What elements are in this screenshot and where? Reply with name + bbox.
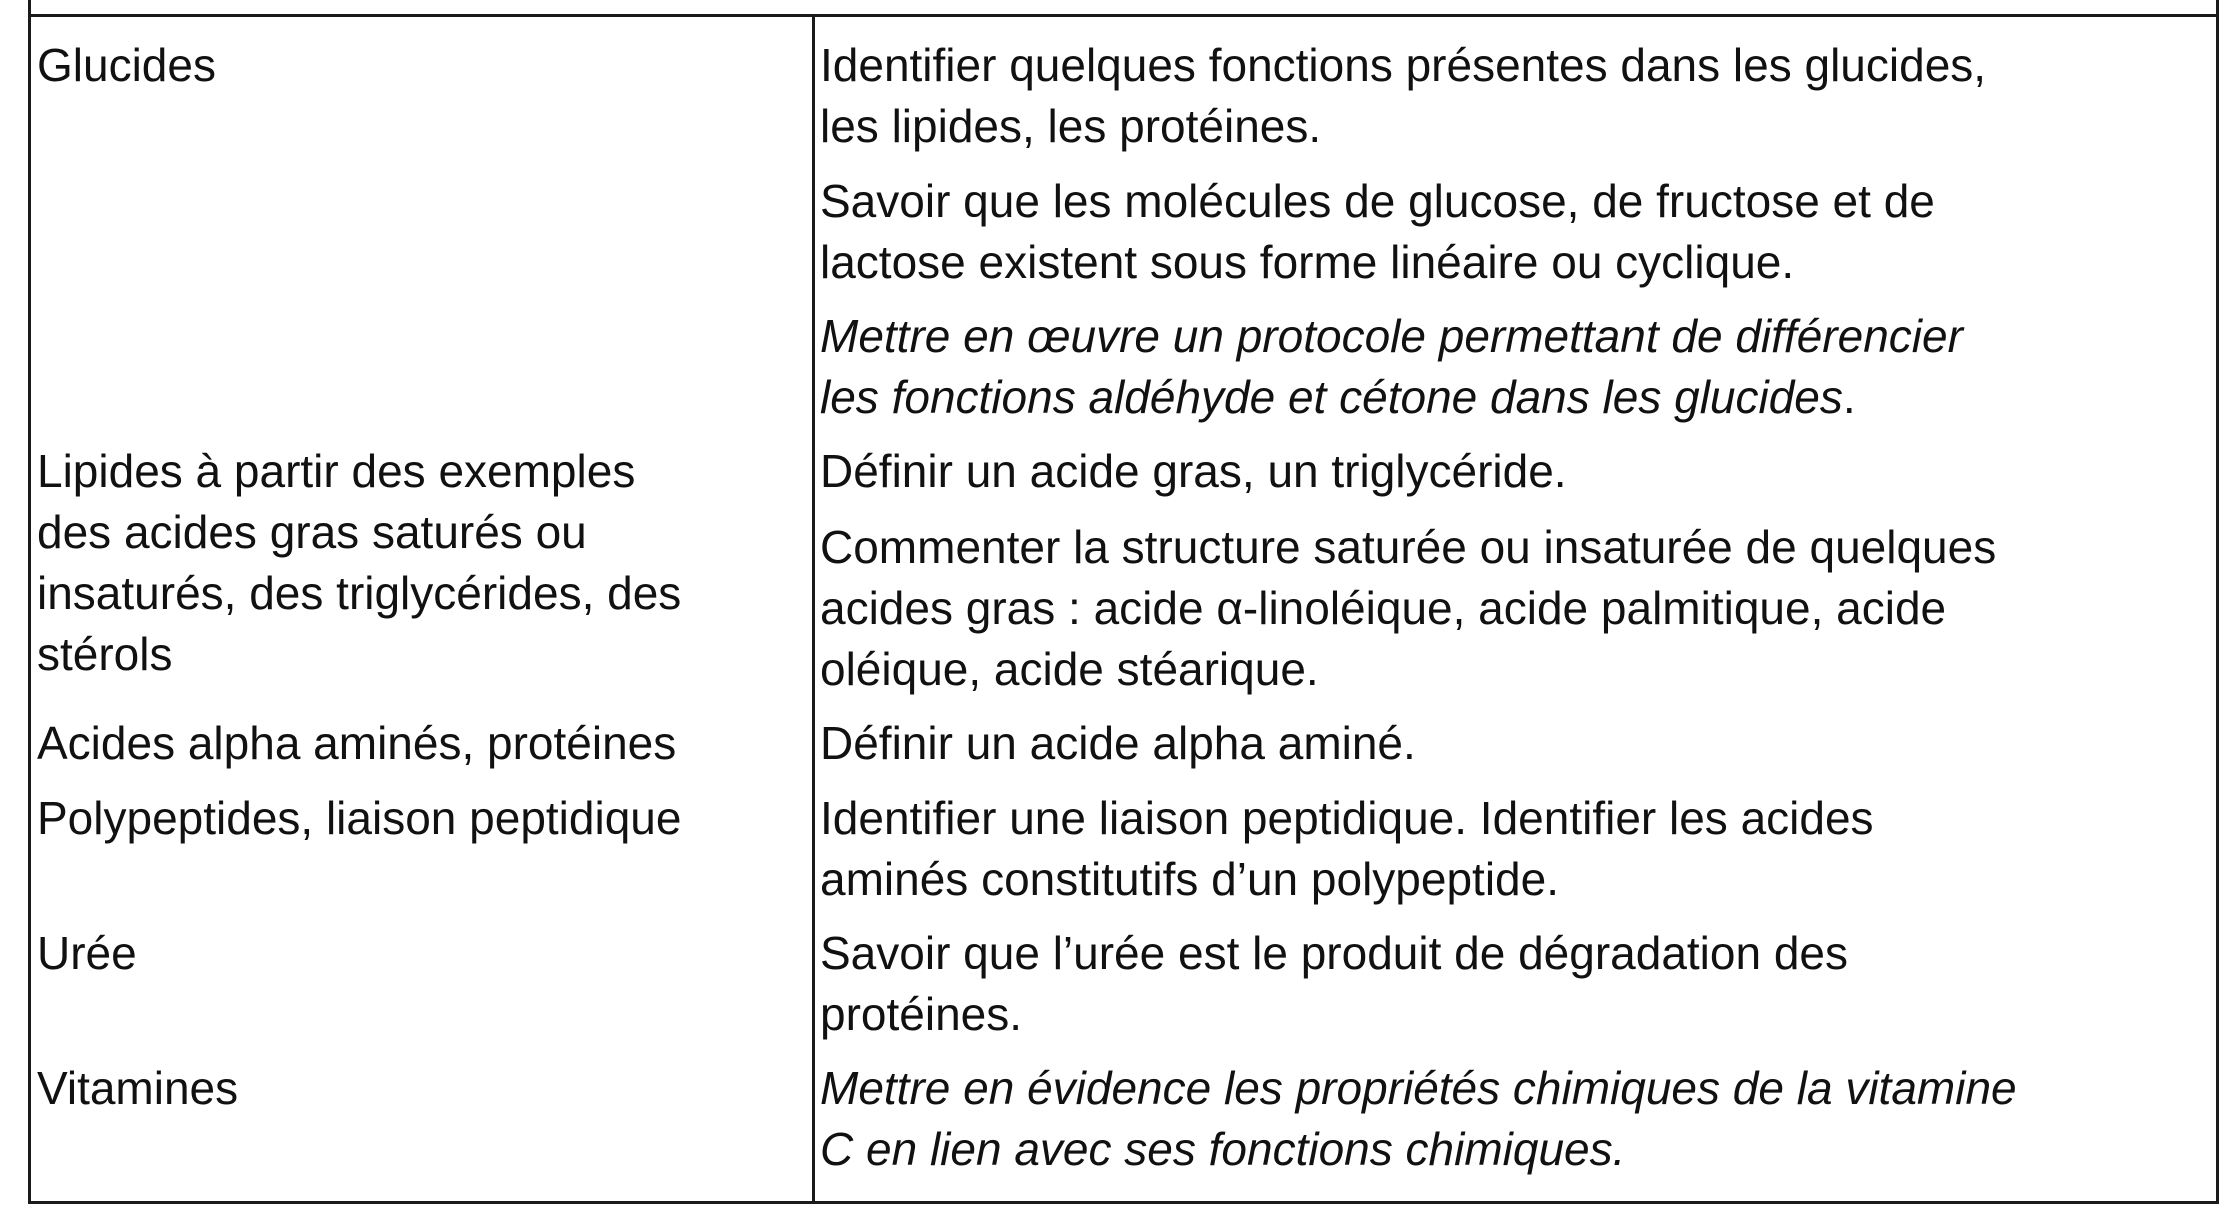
topic-polypeptides: Polypeptides, liaison peptidique xyxy=(37,792,682,844)
table-top-edge-left xyxy=(28,0,31,14)
objective-lipides-2: Commenter la structure saturée ou insaturée de quelques acides gras : acide α-linoléique, acide palmitique, acide oléique, acide stéarique. xyxy=(820,521,1997,695)
topic-acides-amines: Acides alpha aminés, protéines xyxy=(37,717,677,769)
objective-glucides-3: Mettre en œuvre un protocole permettant de différencier les fonctions aldéhyde et cétone dans les glucides. xyxy=(820,310,1963,423)
topic-glucides: Glucides xyxy=(37,39,216,91)
topic-lipides: Lipides à partir des exemples des acides gras saturés ou insaturés, des triglycérides, des stérols xyxy=(37,445,682,680)
objective-uree-1: Savoir que l’urée est le produit de dégradation des protéines. xyxy=(820,927,1849,1040)
objective-vitamines-1: Mettre en évidence les propriétés chimiques de la vitamine C en lien avec ses fonctions chimiques. xyxy=(820,1062,2017,1175)
column-divider xyxy=(812,14,815,1204)
objective-glucides-1: Identifier quelques fonctions présentes dans les glucides, les lipides, les protéines. xyxy=(820,39,1987,152)
objective-lipides-1: Définir un acide gras, un triglycéride. xyxy=(820,445,1567,497)
table-top-edge-right xyxy=(2216,0,2219,14)
topic-uree: Urée xyxy=(37,927,137,979)
topic-vitamines: Vitamines xyxy=(37,1062,239,1114)
objective-glucides-2: Savoir que les molécules de glucose, de fructose et de lactose existent sous forme linéaire ou cyclique. xyxy=(820,175,1935,288)
objective-acides-amines-1: Définir un acide alpha aminé. xyxy=(820,717,1416,769)
objective-polypeptides-1: Identifier une liaison peptidique. Identifier les acides aminés constitutifs d’un polypeptide. xyxy=(820,792,1874,905)
